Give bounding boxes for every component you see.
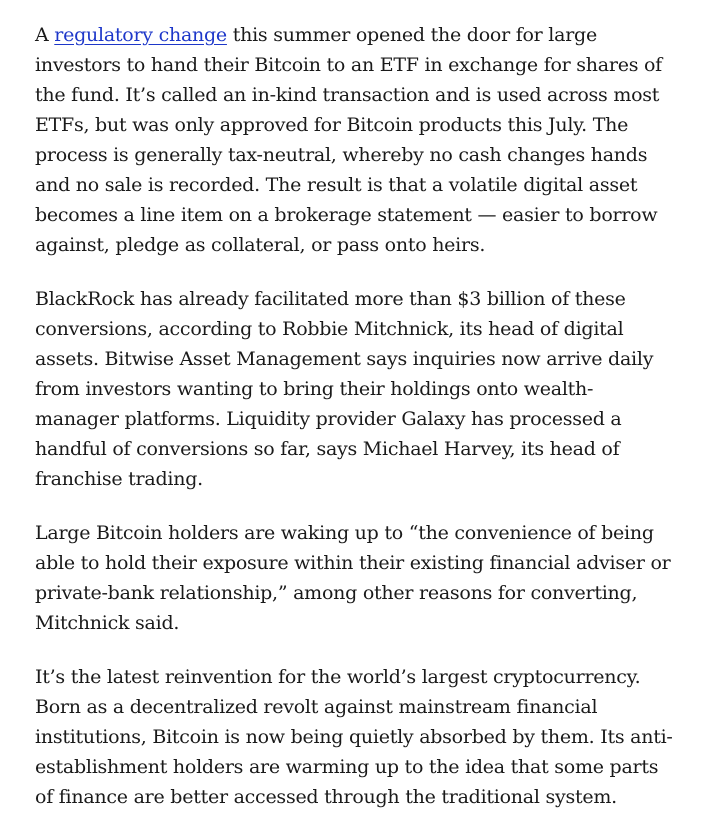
paragraph-2: BlackRock has already facilitated more than $3 billion of these conversions, according to Robbie Mitchnick, its head of digital assets. Bitwise Asset Management says inquiries now arrive daily from investors wanting to bring their holdings onto wealth-manager platforms. Liquidity provider Galaxy has processed a handful of conversions so far, says Michael Harvey, its head of franchise trading.: [35, 288, 654, 490]
paragraph-1: [35, 20, 675, 260]
paragraph-1-lead: A: [35, 24, 55, 46]
paragraph-3: Large Bitcoin holders are waking up to “the convenience of being able to hold their exposure within their existing financial adviser or private-bank relationship,” among other reasons for converting, Mitchnick said.: [35, 522, 671, 634]
regulatory-change-link[interactable]: regulatory change: [54, 24, 227, 46]
paragraph-1-rest: this summer opened the door for large investors to hand their Bitcoin to an ETF in exchange for shares of the fund. It’s called an in-kind transaction and is used across most ETFs, but was only approved for Bitcoin products this July. The process is generally tax-neutral, whereby no cash changes hands and no sale is recorded. The result is that a volatile digital asset becomes a line item on a brokerage statement — easier to borrow against, pledge as collateral, or pass onto heirs.: [35, 24, 662, 256]
paragraph-4: It’s the latest reinvention for the world’s largest cryptocurrency. Born as a decentralized revolt against mainstream financial institutions, Bitcoin is now being quietly absorbed by them. Its anti-establishment holders are warming up to the idea that some parts of finance are better accessed through the traditional system.: [35, 666, 673, 808]
article-body: [35, 20, 675, 812]
